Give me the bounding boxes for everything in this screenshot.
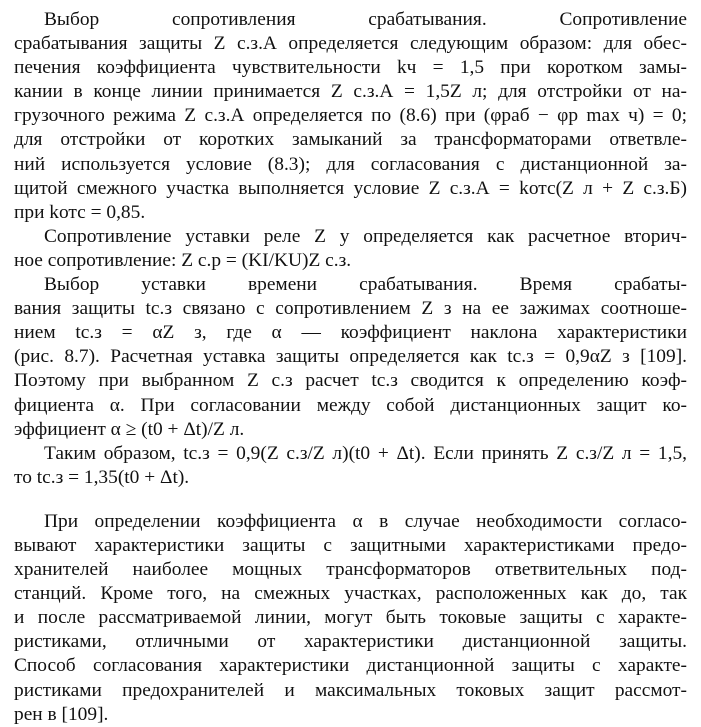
text-line: ний используется условие (8.3); для согласования с дистанционной за-: [14, 153, 687, 175]
text-line: При определении коэффициента α в случае необходимости согласо-: [44, 510, 687, 532]
text-line: хранителей наиболее мощных трансформаторов ответвительных под-: [14, 559, 687, 581]
text-line: срабатывания защиты Z с.з.А определяется следующим образом: для обес-: [14, 33, 687, 55]
text-line: ное сопротивление: Z с.р = (KI/KU)Z с.з.: [14, 249, 352, 271]
paragraph-time-setting: [14, 273, 687, 442]
text-line: при kотс = 0,85.: [14, 201, 146, 223]
text-line: (рис. 8.7). Расчетная уставка защиты определяется как tс.з = 0,9αZ з [109].: [14, 346, 687, 368]
text-line: ристиками, отличными от характеристики дистанционной защиты.: [14, 631, 687, 653]
text-line: кании в конце линии принимается Z с.з.А = 1,5Z л; для отстройки от на-: [14, 81, 687, 103]
text-line: для отстройки от коротких замыканий за трансформаторами ответвле-: [14, 129, 687, 151]
text-line: вывают характеристики защиты с защитными характеристиками предо-: [14, 534, 687, 556]
paragraph-coordination: [14, 510, 687, 727]
text-line: ристиками предохранителей и максимальных токовых защит рассмот-: [14, 679, 687, 701]
text-line: Выбор уставки времени срабатывания. Время срабаты-: [44, 274, 687, 296]
text-line: рен в [109].: [14, 703, 109, 725]
paragraph-gap: [14, 490, 687, 510]
text-line: Таким образом, tс.з = 0,9(Z с.з/Z л)(t0 + Δt). Если принять Z с.з/Z л = 1,5,: [44, 442, 687, 464]
paragraph-relay-setting: [14, 225, 687, 273]
text-line: фициента α. При согласовании между собой дистанционных защит ко-: [14, 394, 687, 416]
paragraph-resistance: [14, 8, 687, 225]
text-line: Выбор сопротивления срабатывания. Сопротивление: [44, 9, 687, 30]
text-line: и после рассматриваемой линии, могут быть токовые защиты с характе-: [14, 607, 687, 629]
text-line: Сопротивление уставки реле Z у определяется как расчетное вторич-: [44, 225, 687, 247]
text-line: печения коэффициента чувствительности kч = 1,5 при коротком замы-: [14, 57, 687, 79]
text-line: вания защиты tс.з связано с сопротивлением Z з на ее зажимах соотноше-: [14, 298, 687, 320]
text-line: щитой смежного участка выполняется условие Z с.з.А = kотс(Z л + Z с.з.Б): [14, 177, 687, 199]
text-line: станций. Кроме того, на смежных участках, расположенных как до, так: [14, 583, 687, 605]
text-line: нием tс.з = αZ з, где α — коэффициент наклона характеристики: [14, 322, 687, 344]
text-line: Способ согласования характеристики дистанционной защиты с характе-: [14, 655, 687, 677]
text-line: грузочного режима Z с.з.А определяется по (8.6) при (φраб − φр max ч) = 0;: [14, 105, 687, 127]
text-line: эффициент α ≥ (t0 + Δt)/Z л.: [14, 418, 245, 440]
paragraph-conclusion: [14, 442, 687, 490]
text-line: то tс.з = 1,35(t0 + Δt).: [14, 466, 190, 488]
text-line: Поэтому при выбранном Z с.з расчет tс.з сводится к определению коэф-: [14, 370, 687, 392]
